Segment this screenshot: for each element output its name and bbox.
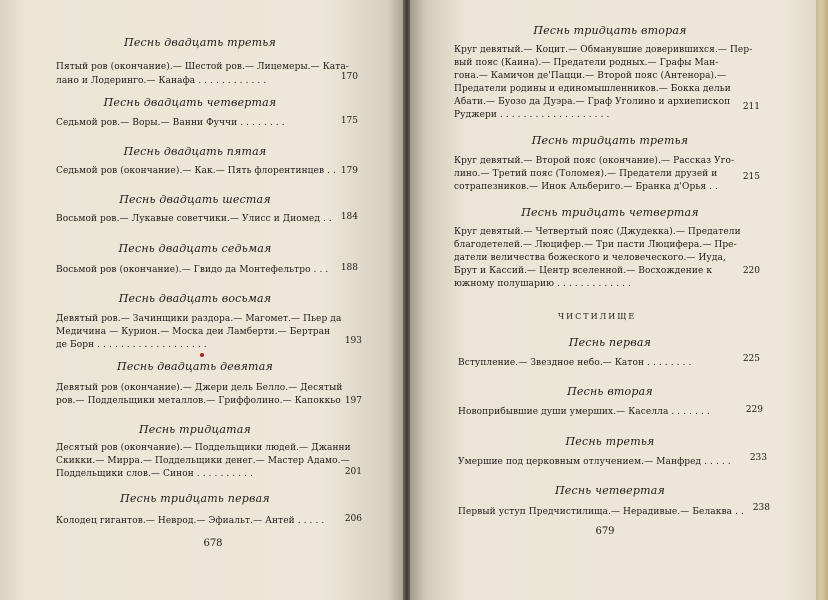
entry-line: Круг девятый.— Коцит.— Обманувшие доверившихся.— Пер-	[454, 45, 753, 55]
entry-line: Седьмой ров (окончание).— Как.— Пять флорентинцев . .	[56, 166, 336, 176]
entry-line: датели величества божеского и человеческого.— Иуда,	[454, 253, 726, 263]
entry-line: Круг девятый.— Второй пояс (окончание).— Рассказ Уго-	[454, 156, 735, 166]
entry-line: Умершие под церковным отлучением.— Манфред . . . . .	[458, 457, 731, 467]
entry-line: Новоприбывшие души умерших.— Каселла . . . . . . .	[458, 407, 710, 417]
page-number: 238	[752, 503, 770, 513]
entry-line: Первый уступ Предчистилища.— Нерадивые.— Белаква . .	[458, 507, 744, 517]
canto-heading: Песнь двадцать пятая	[123, 145, 267, 158]
page-number: 211	[742, 102, 760, 112]
canto-heading: Песнь вторая	[567, 385, 653, 398]
folio: 678	[203, 538, 223, 549]
entry-line: Вступление.— Звездное небо.— Катон . . . . . . . .	[458, 358, 692, 368]
entry-line: Поддельщики слов.— Синон . . . . . . . . . .	[56, 469, 254, 479]
page-number: 220	[742, 266, 760, 276]
canto-heading: Песнь тридцать вторая	[533, 24, 687, 37]
canto-heading: Песнь двадцать девятая	[117, 360, 273, 373]
entry-line: сотрапезников.— Инок Альбериго.— Бранка д'Орья . .	[454, 182, 718, 192]
entry-line: Руджери . . . . . . . . . . . . . . . . . . .	[454, 110, 610, 120]
entry-line: Седьмой ров.— Воры.— Ванни Фуччи . . . . . . . .	[56, 118, 285, 128]
entry-line: вый пояс (Каина).— Предатели родных.— Графы Ман-	[454, 58, 719, 68]
canto-heading: Песнь двадцать восьмая	[118, 292, 272, 305]
canto-heading: Песнь двадцать четвертая	[103, 96, 277, 109]
entry-line: Восьмой ров (окончание).— Гвидо да Монтефельтро . . .	[56, 265, 329, 275]
entry-line: Предатели родины и единомышленников.— Бокка дельи	[454, 84, 731, 94]
entry-line: Колодец гигантов.— Неврод.— Эфиальт.— Антей . . . . .	[56, 516, 325, 526]
entry-line: Восьмой ров.— Лукавые советчики.— Улисс и Диомед . .	[56, 214, 332, 224]
entry-line: гона.— Камичон де'Пацци.— Второй пояс (Антенора).—	[454, 71, 727, 81]
entry-line: южному полушарию . . . . . . . . . . . . .	[454, 279, 632, 289]
page-number: 188	[340, 263, 358, 273]
page-number: 184	[340, 212, 358, 222]
canto-heading: Песнь четвертая	[554, 484, 665, 497]
folio: 679	[595, 526, 615, 537]
page-number: 175	[340, 116, 358, 126]
entry-line: Девятый ров.— Зачинщики раздора.— Магомет.— Пьер да	[56, 314, 342, 324]
entry-line: благодетелей.— Люцифер.— Три пасти Люцифера.— Пре-	[454, 240, 737, 250]
canto-heading: Песнь двадцать седьмая	[118, 242, 272, 255]
entry-line: Круг девятый.— Четвертый пояс (Джудекка).— Предатели	[454, 227, 741, 237]
page-number: 179	[340, 166, 358, 176]
entry-line: Скикки.— Мирра.— Поддельщики денег.— Мастер Адамо.—	[56, 456, 350, 466]
section-title: ЧИСТИЛИЩЕ	[558, 312, 637, 321]
canto-heading: Песнь тридцать первая	[120, 492, 270, 505]
entry-line: Абати.— Буозо да Дуэра.— Граф Уголино и архиепископ	[454, 97, 731, 107]
canto-heading: Песнь тридцать четвертая	[521, 206, 699, 219]
page-number: 201	[344, 467, 362, 477]
entry-line: Девятый ров (окончание).— Джери дель Белло.— Десятый	[56, 383, 343, 393]
canto-heading: Песнь двадцать шестая	[119, 193, 271, 206]
entry-line: Брут и Кассий.— Центр вселенной.— Восхождение к	[454, 266, 713, 276]
page-number: 229	[745, 405, 763, 415]
left-page	[0, 0, 404, 600]
entry-line: лано и Лодеринго.— Канафа . . . . . . . . . . . .	[56, 76, 267, 86]
paper-edge	[816, 0, 828, 600]
canto-heading: Песнь первая	[568, 336, 652, 349]
right-page	[410, 0, 816, 600]
page-number: 206	[344, 514, 362, 524]
page-number: 215	[742, 172, 760, 182]
entry-line: Десятый ров (окончание).— Поддельщики людей.— Джанни	[56, 443, 351, 453]
canto-heading: Песнь тридцатая	[138, 423, 252, 436]
canto-heading: Песнь двадцать третья	[124, 36, 276, 49]
page-number: 193	[344, 336, 362, 346]
canto-heading: Песнь тридцать третья	[531, 134, 689, 147]
canto-heading: Песнь третья	[565, 435, 655, 448]
ink-mark	[200, 353, 204, 357]
page-number: 233	[749, 453, 767, 463]
entry-line: Пятый ров (окончание).— Шестой ров.— Лицемеры.— Ката-	[56, 62, 349, 72]
page-number: 225	[742, 354, 760, 364]
entry-line: Медичина — Курион.— Моска деи Ламберти.— Бертран	[56, 327, 331, 337]
page-number: 197	[344, 396, 362, 406]
page-number: 170	[340, 72, 358, 82]
entry-line: ров.— Поддельщики металлов.— Гриффолино.— Капоккьо	[56, 396, 341, 406]
entry-line: лино.— Третий пояс (Толомея).— Предатели друзей и	[454, 169, 718, 179]
entry-line: де Борн . . . . . . . . . . . . . . . . . . .	[56, 340, 207, 350]
